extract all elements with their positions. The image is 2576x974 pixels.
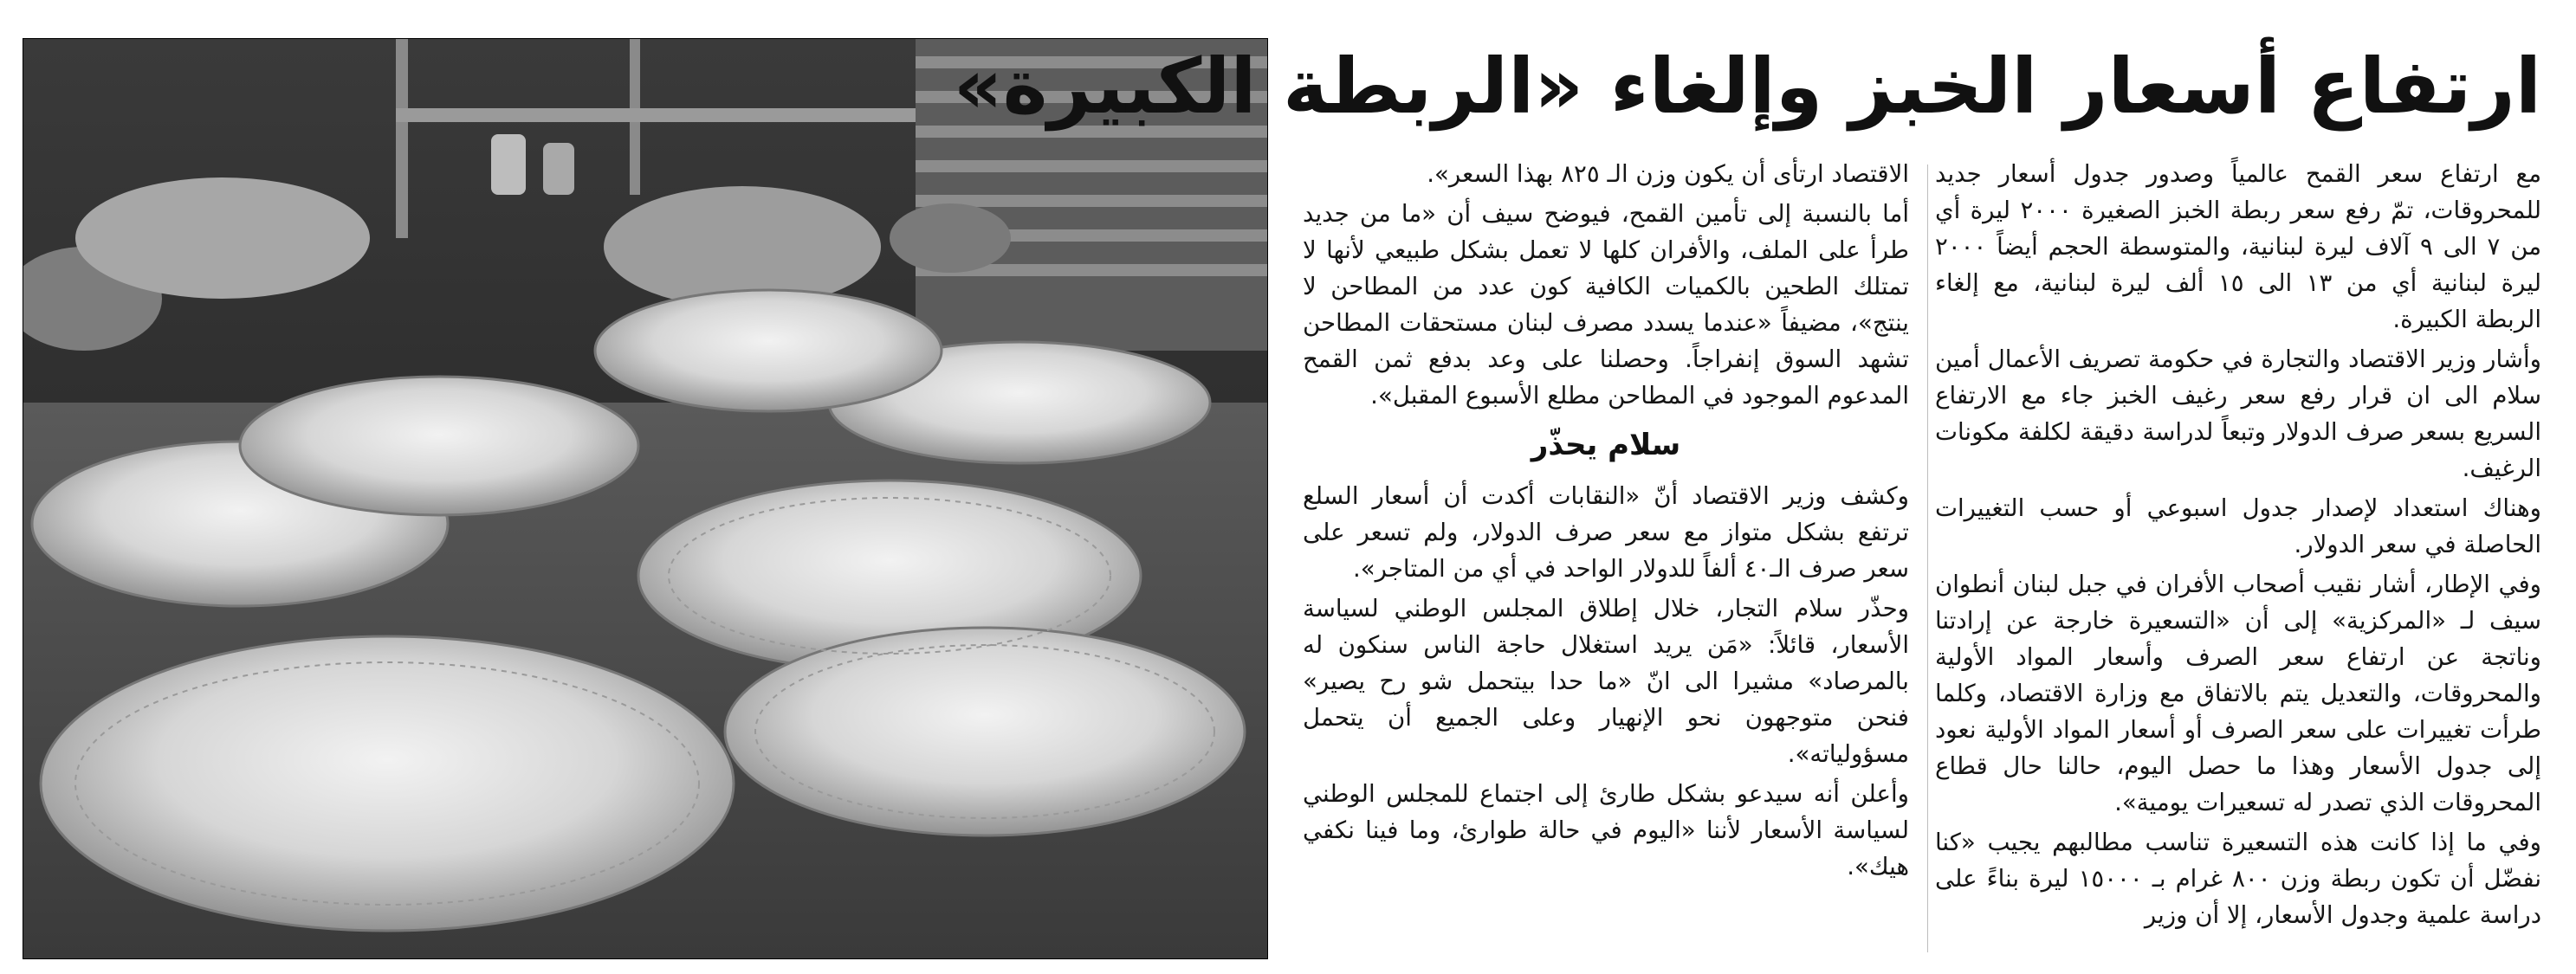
bread-photo-illustration xyxy=(23,39,1267,958)
article-subheading: سلام يحذّر xyxy=(1531,428,1681,462)
article-column-right xyxy=(1935,156,2541,965)
paragraph: وفي الإطار، أشار نقيب أصحاب الأفران في جبل لبنان أنطوان سيف لـ «المركزية» إلى أن «التسعيرة خارجة عن إرادتنا وناتجة عن ارتفاع سعر الصرف وأسعار المواد الأولية والمحروقات، والتعديل يتم بالاتفاق مع وزارة الاقتصاد، وكلما طرأت تغييرات على سعر الصرف أو أسعار المواد الأولية نعود إلى جدول الأسعار وهذا ما حصل اليوم، حالنا حال قطاع المحروقات الذي تصدر له تسعيرات يومية». xyxy=(1935,570,2541,816)
paragraph: مع ارتفاع سعر القمح عالمياً وصدور جدول أسعار جديد للمحروقات، تمّ رفع سعر ربطة الخبز الصغيرة ٢٠٠٠ ليرة أي من ٧ الى ٩ آلاف ليرة لبنانية، والمتوسطة الحجم أيضاً ٢٠٠٠ ليرة لبنانية أي من ١٣ الى ١٥ ألف ليرة لبنانية، مع إلغاء الربطة الكبيرة. xyxy=(1935,159,2541,333)
paragraph: وكشف وزير الاقتصاد أنّ «النقابات أكدت أن أسعار السلع ترتفع بشكل متواز مع سعر صرف الدولار، ولم تسعر على سعر صرف الـ٤٠ ألفاً للدولار الواحد في أي من المتاجر». xyxy=(1303,481,1909,583)
paragraph: وهناك استعداد لإصدار جدول اسبوعي أو حسب التغييرات الحاصلة في سعر الدولار. xyxy=(1935,493,2541,558)
bread-photo xyxy=(23,38,1268,959)
paragraph: أما بالنسبة إلى تأمين القمح، فيوضح سيف أن «ما من جديد طرأ على الملف، والأفران كلها لا تعمل بشكل طبيعي لأنها لا تمتلك الطحين بالكميات الكافية كون عدد من المطاحن لا ينتج»، مضيفاً «عندما يسدد مصرف لبنان مستحقات المطاحن تشهد السوق إنفراجاً. وحصلنا على وعد بدفع ثمن القمح المدعوم الموجود في المطاحن مطلع الأسبوع المقبل». xyxy=(1303,199,1909,410)
paragraph: وفي ما إذا كانت هذه التسعيرة تناسب مطالبهم يجيب «كنا نفضّل أن تكون ربطة وزن ٨٠٠ غرام بـ ١٥٠٠٠ ليرة بناءً على دراسة علمية وجدول الأسعار، إلا أن وزير xyxy=(1935,828,2541,929)
paragraph: الاقتصاد ارتأى أن يكون وزن الـ ٨٢٥ بهذا السعر». xyxy=(1427,159,1909,188)
paragraph: وأعلن أنه سيدعو بشكل طارئ إلى اجتماع للمجلس الوطني لسياسة الأسعار لأننا «اليوم في حالة طوارئ، وما فينا نكفي هيك». xyxy=(1303,779,1909,880)
column-divider xyxy=(1927,164,1928,952)
article-headline: ارتفاع أسعار الخبز وإلغاء «الربطة الكبيرة» xyxy=(953,42,2541,131)
paragraph: وحذّر سلام التجار، خلال إطلاق المجلس الوطني لسياسة الأسعار، قائلاً: «مَن يريد استغلال حاجة الناس سنكون له بالمرصاد» مشيرا الى انّ «ما حدا بيتحمل شو رح يصير» فنحن متوجهون نحو الإنهيار وعلى الجميع أن يتحمل مسؤولياته». xyxy=(1303,594,1909,768)
article-column-left xyxy=(1303,156,1909,965)
paragraph: وأشار وزير الاقتصاد والتجارة في حكومة تصريف الأعمال أمين سلام الى ان قرار رفع سعر رغيف الخبز جاء مع الارتفاع السريع بسعر صرف الدولار وتبعاً لدراسة دقيقة لكلفة مكونات الرغيف. xyxy=(1935,345,2541,482)
